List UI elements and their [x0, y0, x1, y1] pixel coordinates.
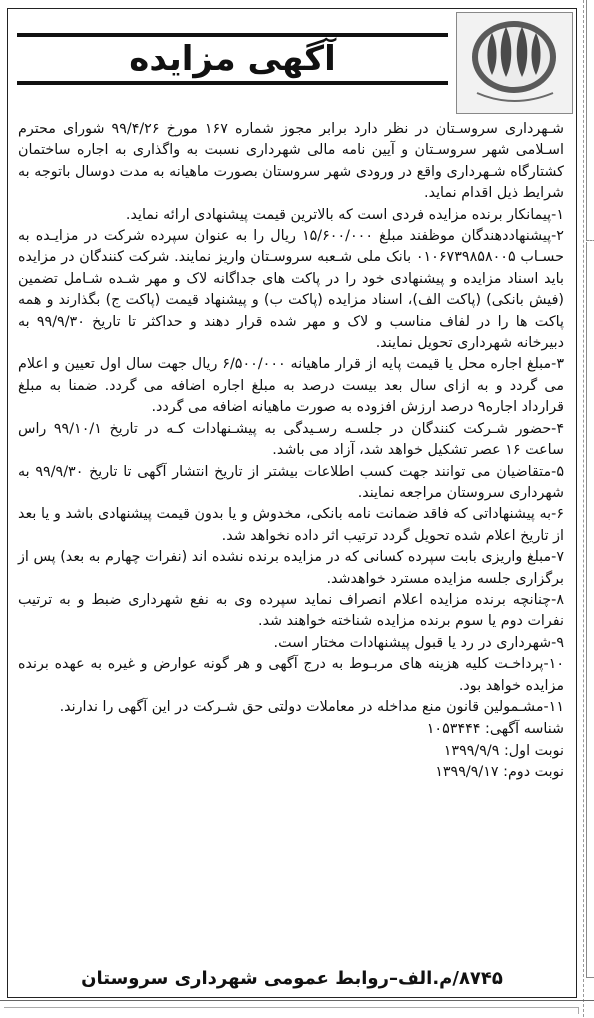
clause-7: ۷-مبلغ واریزی بابت سپرده کسانی که در مزایده برنده نشده اند (نفرات چهارم به بعد) پس از برگزاری جلسه مزایده مسترد خواهدشد. — [18, 549, 564, 587]
notice-title: آگهی مزایده — [129, 39, 336, 79]
clause-1: ۱-پیمانکار برنده مزایده فردی است که بالاترین قیمت پیشنهادی ارائه نماید. — [125, 206, 564, 223]
clause-2: ۲-پیشنهاددهندگان موظفند مبلغ ۱۵/۶۰۰/۰۰۰ ریال را به عنوان سپرده شرکت در مزایـده به حسـاب ۰۱۰۶۷۳۹۸۵۸۰۰۵ بانک ملی شـعبه سروسـتان واریز نمایند. شرکت کنندگان در مزایده باید اسناد مزایده و پیشنهادی خود را در پاکت های جداگانه لاک و مهر شـده شـامل تضمین (فیش بانکی) (پاکت الف)، اسناد مزایده (پاکت ب) و پیشنهاد قیمت (پاکت ج) بگذارند و همه پاکت ها را در لفاف مناسب و لاک و مهر شده قرار دهند و حداکثر تا تاریخ ۹۹/۹/۳۰ به دبیرخانه شهرداری تحویل نمایند. — [18, 228, 565, 352]
clause-3: ۳-مبلغ اجاره محل یا قیمت پایه از قرار ماهیانه ۶/۵۰۰/۰۰۰ ریال جهت سال اول تعیین و اعلام می گردد و به ازای سال بعد بیست درصد به مبلغ اجاره اضافه می گردد. ضمنا به مبلغ قرارداد اجاره۹ درصد ارزش افزوده به صورت ماهیانه اضافه می گردد. — [18, 356, 564, 416]
clause-9: ۹-شهرداری در رد یا قبول پیشنهادات مختار است. — [273, 634, 564, 651]
notice-id: شناسه آگهی: ۱۰۵۳۴۴۴ — [426, 721, 564, 738]
intro-paragraph: شـهرداری سروسـتان در نظر دارد برابر مجوز شماره ۱۶۷ مورخ ۹۹/۴/۲۶ شورای محترم اسـلامی شهر سروسـتان و آیین نامه مالی شهرداری نسبت به واگذاری به اجاره ساختمان کشتارگاه شـهرداری واقع در ورودی شهر سروستان بصورت ماهیانه به مدت دوسال باتوجه به شرایط ذیل اقدام نماید. — [18, 121, 564, 202]
clause-11: ۱۱-مشـمولین قانون منع مداخله در معاملات دولتی حق شـرکت در این آگهی را ندارند. — [59, 698, 564, 715]
clause-5: ۵-متقاضیان می توانند جهت کسب اطلاعات بیشتر از تاریخ انتشار آگهی تا تاریخ ۹۹/۹/۳۰ به شهرداری سروستان مراجعه نمایند. — [18, 463, 564, 501]
clause-10: ۱۰-پرداخـت کلیه هزینه های مربـوط به درج آگهی و هر گونه عوارض و غیره به عهده برنده مزایده خواهد بود. — [18, 656, 564, 694]
notice-title-box — [17, 33, 448, 85]
notice-signature: ۸۷۴۵/م.الف–روابط عمومی شهرداری سروستان — [81, 968, 503, 989]
first-publication: نوبت اول: ۱۳۹۹/۹/۹ — [443, 742, 564, 759]
notice-header — [9, 9, 576, 117]
notice-metadata — [18, 719, 564, 783]
adjacent-column-edge — [583, 0, 594, 1017]
clause-8: ۸-چنانچه برنده مزایده اعلام انصراف نماید سپرده وی به نفع شهرداری ضبط و به ترتیب نفرات دوم یا سوم برنده مزایده شناخته خواهند شد. — [18, 591, 564, 630]
municipality-logo — [456, 12, 573, 114]
page-bottom-rule — [0, 1000, 594, 1018]
cypress-trees-icon — [457, 13, 572, 113]
clause-4: ۴-حضور شـرکت کنندگان در جلسـه رسـیدگی به پیشـنهادات کـه در تاریخ ۹۹/۱۰/۱ راس ساعت ۱۶ عصر تشکیل خواهد شد، آزاد می باشد. — [18, 420, 565, 459]
column-rule — [586, 242, 594, 978]
column-rule — [586, 0, 594, 241]
auction-notice — [7, 8, 577, 998]
notice-body — [18, 119, 564, 784]
clause-6: ۶-به پیشنهاداتی که فاقد ضمانت نامه بانکی، مخدوش و یا بدون قیمت پیشنهادی باشد و یا بعد از تاریخ اعلام شده تحویل گردد ترتیب اثر داده نخواهد شد. — [18, 506, 564, 544]
second-publication: نوبت دوم: ۱۳۹۹/۹/۱۷ — [435, 764, 564, 781]
